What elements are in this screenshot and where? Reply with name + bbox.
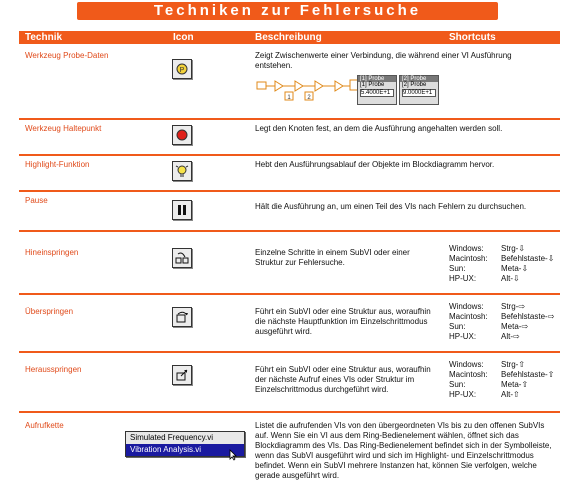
technik-label: Hineinspringen (25, 248, 79, 257)
table-row (19, 156, 560, 192)
row-description: Einzelne Schritte in einem SubVI oder einer Struktur zur Fehlersuche. (255, 248, 410, 267)
technik-label: Überspringen (25, 307, 74, 316)
row-description: Listet die aufrufenden VIs von den übergeordneten VIs bis zu den offenen SubVIs auf. Wenn Sie ein VI aus dem Ring-Bedienelement wählen, öffnet sich das Blockdiagramm des VIs. Das Ring-Bedienelement befindet sich in der Symbolleiste, wenn das SubVI ausgeführt wird und sich im Highlight- und Einzelschrittmodus befindet. Wenn ein SubVI mehrere Instanzen hat, können Sie verfolgen, welche gerade ausgeführt wird. (255, 421, 552, 480)
row-description: Führt ein SubVI oder eine Struktur aus, woraufhin die nächste Hauptfunktion im Einzelschrittmodus ausgeführt wird. (255, 307, 431, 336)
row-description: Hält die Ausführung an, um einen Teil des VIs nach Fehlern zu durchsuchen. (255, 202, 527, 211)
table-row (19, 353, 560, 413)
call-chain-ring[interactable] (125, 431, 245, 457)
pause-icon[interactable] (172, 200, 192, 220)
step-over-icon[interactable] (172, 307, 192, 327)
probe-window-1: [1] Probe [1] Probe 5.4000E+1 (357, 75, 397, 105)
table-row (19, 192, 560, 232)
row-description: Führt ein SubVI oder eine Struktur aus, woraufhin der nächste Aufruf eines VIs oder Struktur im Einzelschrittmodus durchgeführt wird. (255, 365, 431, 394)
table-row (19, 120, 560, 156)
step-out-icon[interactable] (172, 365, 192, 385)
technik-label: Werkzeug Haltepunkt (25, 124, 102, 133)
row-description: Legt den Knoten fest, an dem die Ausführung angehalten werden soll. (255, 124, 503, 133)
header-icon: Icon (173, 32, 194, 43)
shortcut-list: Windows: Strg-⇧ Macintosh: Befehlstaste-⇧ Sun: Meta-⇧ HP-UX: Alt-⇧ (449, 360, 555, 399)
header-shortcuts: Shortcuts (449, 32, 496, 43)
table-row (19, 295, 560, 353)
mouse-cursor-icon (229, 449, 239, 461)
technik-label: Herausspringen (25, 365, 82, 374)
technik-label: Highlight-Funktion (25, 160, 90, 169)
page-title: Techniken zur Fehlersuche (77, 2, 498, 20)
row-description: Zeigt Zwischenwerte einer Verbindung, die während einer VI Ausführung entstehen. (255, 51, 512, 70)
call-chain-item[interactable]: Simulated Frequency.vi (130, 433, 213, 442)
table-row (19, 47, 560, 120)
svg-text:2: 2 (307, 95, 311, 101)
shortcut-list: Windows: Strg-⇨ Macintosh: Befehlstaste-⇨ Sun: Meta-⇨ HP-UX: Alt-⇨ (449, 302, 555, 341)
svg-text:1: 1 (287, 95, 291, 101)
technik-label: Pause (25, 196, 48, 205)
technik-label: Aufrufkette (25, 421, 64, 430)
header-technik: Technik (25, 32, 63, 43)
shortcut-list: Windows: Strg-⇩ Macintosh: Befehlstaste-⇩ Sun: Meta-⇩ HP-UX: Alt-⇩ (449, 244, 555, 283)
table-row (19, 413, 560, 487)
call-chain-item-selected[interactable]: Vibration Analysis.vi (126, 444, 244, 456)
probe-icon[interactable] (172, 59, 192, 79)
technik-label: Werkzeug Probe-Daten (25, 51, 109, 60)
step-into-icon[interactable] (172, 248, 192, 268)
row-description: Hebt den Ausführungsablauf der Objekte im Blockdiagramm hervor. (255, 160, 495, 169)
table-row (19, 232, 560, 295)
highlight-bulb-icon[interactable] (172, 161, 192, 181)
breakpoint-icon[interactable] (172, 125, 192, 145)
header-beschreibung: Beschreibung (255, 32, 322, 43)
probe-window-2: [2] Probe [2] Probe 9.0000E+1 (399, 75, 439, 105)
svg-text:P: P (179, 67, 185, 74)
table-header (19, 31, 560, 44)
